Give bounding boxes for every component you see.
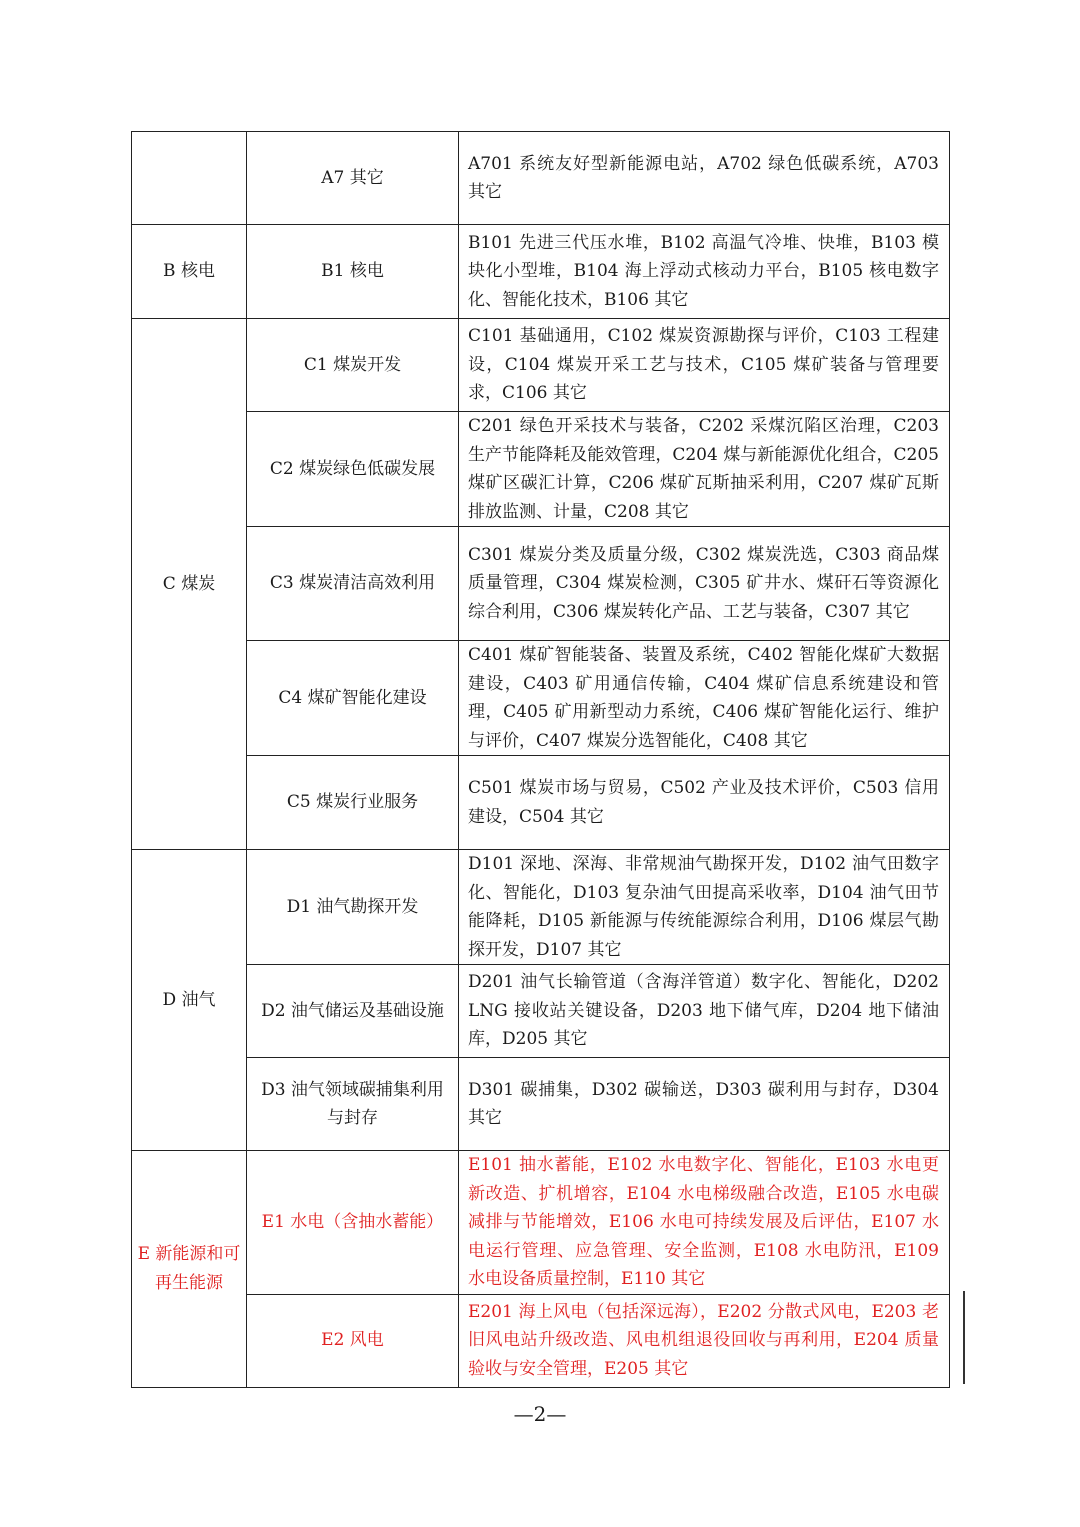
subcategory-cell-highlighted: E2 风电 — [247, 1294, 459, 1387]
category-cell: D 油气 — [132, 850, 247, 1151]
subcategory-cell: A7 其它 — [247, 132, 459, 225]
detail-cell: C201 绿色开采技术与装备，C202 采煤沉陷区治理，C203 生产节能降耗及能效管理，C204 煤与新能源优化组合，C205 煤矿区碳汇计算，C206 煤矿瓦斯抽采利用，C207 煤矿瓦斯排放监测、计量，C208 其它 — [459, 412, 950, 527]
table-row — [132, 225, 950, 319]
detail-cell: A701 系统友好型新能源电站，A702 绿色低碳系统，A703 其它 — [459, 132, 950, 225]
subcategory-cell-highlighted: E1 水电（含抽水蓄能） — [247, 1151, 459, 1295]
subcategory-cell: C4 煤矿智能化建设 — [247, 641, 459, 756]
detail-cell: C301 煤炭分类及质量分级，C302 煤炭洗选，C303 商品煤质量管理，C304 煤炭检测，C305 矿井水、煤矸石等资源化综合利用，C306 煤炭转化产品、工艺与装备，C307 其它 — [459, 527, 950, 641]
page-number: —2— — [513, 1402, 567, 1426]
table-row — [132, 412, 950, 527]
table-row — [132, 756, 950, 850]
table-row — [132, 1294, 950, 1387]
detail-cell: B101 先进三代压水堆，B102 高温气冷堆、快堆，B103 模块化小型堆，B104 海上浮动式核动力平台，B105 核电数字化、智能化技术，B106 其它 — [459, 225, 950, 319]
table-row — [132, 1058, 950, 1151]
category-cell-highlighted: E 新能源和可再生能源 — [132, 1151, 247, 1388]
category-cell: C 煤炭 — [132, 319, 247, 850]
detail-cell-highlighted: E201 海上风电（包括深远海），E202 分散式风电，E203 老旧风电站升级改造、风电机组退役回收与再利用，E204 质量验收与安全管理，E205 其它 — [459, 1294, 950, 1387]
table-row — [132, 850, 950, 965]
category-cell: B 核电 — [132, 225, 247, 319]
subcategory-cell: C2 煤炭绿色低碳发展 — [247, 412, 459, 527]
table-row — [132, 1151, 950, 1295]
subcategory-cell: D3 油气领域碳捕集利用与封存 — [247, 1058, 459, 1151]
detail-cell: D101 深地、深海、非常规油气勘探开发，D102 油气田数字化、智能化，D103 复杂油气田提高采收率，D104 油气田节能降耗，D105 新能源与传统能源综合利用，D106 煤层气勘探开发，D107 其它 — [459, 850, 950, 965]
subcategory-cell: C1 煤炭开发 — [247, 319, 459, 412]
standards-category-table — [131, 131, 950, 1388]
table-row — [132, 527, 950, 641]
category-cell-empty — [132, 132, 247, 225]
detail-cell: C401 煤矿智能装备、装置及系统，C402 智能化煤矿大数据建设，C403 矿用通信传输，C404 煤矿信息系统建设和管理，C405 矿用新型动力系统，C406 煤矿智能化运行、维护与评价，C407 煤炭分选智能化，C408 其它 — [459, 641, 950, 756]
subcategory-cell: C3 煤炭清洁高效利用 — [247, 527, 459, 641]
subcategory-cell: D1 油气勘探开发 — [247, 850, 459, 965]
margin-line — [963, 1291, 965, 1384]
detail-cell: C501 煤炭市场与贸易，C502 产业及技术评价，C503 信用建设，C504 其它 — [459, 756, 950, 850]
detail-cell: C101 基础通用，C102 煤炭资源勘探与评价，C103 工程建设，C104 煤炭开采工艺与技术，C105 煤矿装备与管理要求，C106 其它 — [459, 319, 950, 412]
table-row — [132, 319, 950, 412]
table-row — [132, 641, 950, 756]
subcategory-cell: D2 油气储运及基础设施 — [247, 965, 459, 1058]
table-row — [132, 965, 950, 1058]
table-row — [132, 132, 950, 225]
subcategory-cell: C5 煤炭行业服务 — [247, 756, 459, 850]
detail-cell: D301 碳捕集，D302 碳输送，D303 碳利用与封存，D304 其它 — [459, 1058, 950, 1151]
detail-cell: D201 油气长输管道（含海洋管道）数字化、智能化，D202 LNG 接收站关键设备，D203 地下储气库，D204 地下储油库，D205 其它 — [459, 965, 950, 1058]
subcategory-cell: B1 核电 — [247, 225, 459, 319]
detail-cell-highlighted: E101 抽水蓄能，E102 水电数字化、智能化，E103 水电更新改造、扩机增容，E104 水电梯级融合改造，E105 水电碳减排与节能增效，E106 水电可持续发展及后评估，E107 水电运行管理、应急管理、安全监测，E108 水电防汛，E109 水电设备质量控制，E110 其它 — [459, 1151, 950, 1295]
